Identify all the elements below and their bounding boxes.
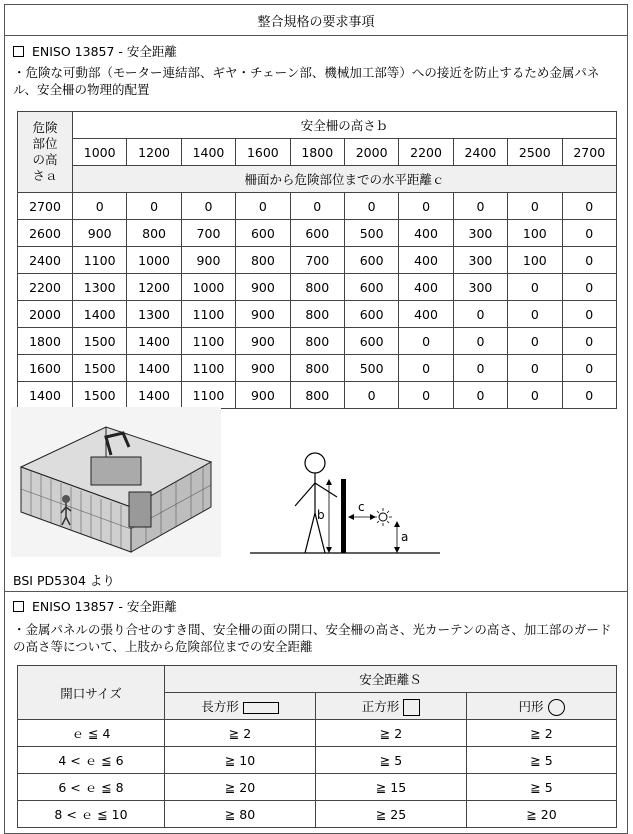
fence-height-cell: 1000 — [73, 139, 127, 166]
opening-size-cell: ｅ ≦ 4 — [18, 720, 165, 747]
distance-cell: 0 — [399, 355, 453, 382]
opening-rect-cell: ≧ 20 — [165, 774, 316, 801]
label-b: b — [317, 508, 325, 522]
hazard-height-cell: 1800 — [18, 328, 73, 355]
fence-height-cell: 1400 — [181, 139, 235, 166]
distance-cell: 0 — [562, 274, 616, 301]
distance-cell: 900 — [236, 274, 290, 301]
distance-cell: 800 — [236, 247, 290, 274]
safety-distance-label: 安全距離Ｓ — [165, 666, 617, 693]
opening-size-cell: 8 < ｅ ≦ 10 — [18, 801, 165, 828]
hazard-height-cell: 2400 — [18, 247, 73, 274]
fence-height-cell: 1800 — [290, 139, 344, 166]
distance-cell: 1100 — [181, 355, 235, 382]
distance-cell: 600 — [344, 328, 398, 355]
distance-cell: 0 — [508, 382, 562, 409]
fence-height-cell: 2200 — [399, 139, 453, 166]
distance-cell: 0 — [344, 382, 398, 409]
opening-square-cell: ≧ 2 — [316, 720, 467, 747]
distance-cell: 900 — [236, 328, 290, 355]
distance-cell: 1500 — [73, 328, 127, 355]
distance-cell: 600 — [236, 220, 290, 247]
distance-cell: 0 — [562, 328, 616, 355]
distance-cell: 400 — [399, 220, 453, 247]
distance-cell: 0 — [344, 193, 398, 220]
distance-cell: 1200 — [127, 274, 181, 301]
table-row — [18, 301, 617, 328]
fence-height-cell: 2500 — [508, 139, 562, 166]
distance-cell: 0 — [508, 355, 562, 382]
distance-cell: 0 — [562, 355, 616, 382]
distance-cell: 0 — [399, 193, 453, 220]
distance-cell: 1400 — [127, 355, 181, 382]
table-row — [18, 382, 617, 409]
distance-cell: 0 — [508, 193, 562, 220]
opening-rect-cell: ≧ 2 — [165, 720, 316, 747]
distance-cell: 600 — [344, 247, 398, 274]
distance-cell: 1100 — [181, 301, 235, 328]
opening-circle-cell: ≧ 5 — [467, 774, 617, 801]
distance-cell: 100 — [508, 220, 562, 247]
safety-fence-table — [17, 111, 617, 409]
distance-cell: 0 — [562, 247, 616, 274]
hazard-height-cell: 2200 — [18, 274, 73, 301]
opening-rect-cell: ≧ 10 — [165, 747, 316, 774]
fence-height-label: 安全柵の高さｂ — [73, 112, 617, 139]
rectangle-icon — [243, 702, 279, 714]
distance-cell: 0 — [73, 193, 127, 220]
distance-cell: 900 — [73, 220, 127, 247]
distance-cell: 1000 — [127, 247, 181, 274]
corner-label: 危険部位の高さａ — [18, 112, 73, 193]
distance-cell: 1500 — [73, 355, 127, 382]
section1-description: ・危険な可動部（モーター連結部、ギヤ・チェーン部、機械加工部等）への接近を防止するため金属パネル、安全柵の物理的配置 — [13, 65, 600, 97]
distance-cell: 500 — [344, 355, 398, 382]
col-circle: 円形 — [467, 693, 617, 720]
section2-description: ・金属パネルの張り合せのすき間、安全柵の面の開口、安全柵の高さ、光カーテンの高さ、加工部のガードの高さ等について、上肢から危険部位までの安全距離 — [13, 622, 612, 654]
distance-cell: 100 — [508, 247, 562, 274]
distance-cell: 300 — [453, 247, 507, 274]
distance-cell: 600 — [344, 301, 398, 328]
distance-cell: 1000 — [181, 274, 235, 301]
distance-cell: 0 — [181, 193, 235, 220]
distance-cell: 1400 — [73, 301, 127, 328]
opening-distance-table — [17, 665, 617, 828]
section-divider — [5, 591, 627, 592]
distance-cell: 0 — [453, 301, 507, 328]
distance-cell: 1100 — [181, 328, 235, 355]
table-row — [18, 801, 617, 828]
circle-icon — [548, 699, 565, 716]
distance-cell: 800 — [127, 220, 181, 247]
distance-cell: 1300 — [73, 274, 127, 301]
robot-cell-illustration — [11, 407, 221, 557]
distance-cell: 900 — [236, 382, 290, 409]
distance-cell: 500 — [344, 220, 398, 247]
opening-square-cell: ≧ 15 — [316, 774, 467, 801]
distance-cell: 0 — [290, 193, 344, 220]
distance-cell: 800 — [290, 301, 344, 328]
distance-cell: 1400 — [127, 328, 181, 355]
distance-cell: 700 — [181, 220, 235, 247]
distance-cell: 0 — [236, 193, 290, 220]
distance-cell: 0 — [127, 193, 181, 220]
table-row — [18, 247, 617, 274]
fence-heights-row — [18, 139, 617, 166]
section1-heading — [5, 40, 627, 62]
opening-square-cell: ≧ 5 — [316, 747, 467, 774]
section2-heading — [5, 595, 177, 617]
hazard-height-cell: 1600 — [18, 355, 73, 382]
fence-height-cell: 1600 — [236, 139, 290, 166]
col-rect: 長方形 — [165, 693, 316, 720]
distance-cell: 0 — [508, 328, 562, 355]
label-c: c — [358, 500, 365, 514]
distance-cell: 0 — [399, 328, 453, 355]
opening-size-cell: 4 < ｅ ≦ 6 — [18, 747, 165, 774]
distance-cell: 300 — [453, 274, 507, 301]
distance-cell: 600 — [344, 274, 398, 301]
table-row — [18, 193, 617, 220]
section2-heading-text: ENISO 13857 - 安全距離 — [32, 599, 177, 614]
distance-cell: 300 — [453, 220, 507, 247]
source-note: BSI PD5304 より — [13, 573, 115, 588]
distance-cell: 1300 — [127, 301, 181, 328]
table-row — [18, 220, 617, 247]
hazard-height-cell: 2000 — [18, 301, 73, 328]
table-row — [18, 355, 617, 382]
distance-cell: 800 — [290, 274, 344, 301]
distance-cell: 400 — [399, 247, 453, 274]
table-row — [18, 274, 617, 301]
distance-cell: 0 — [562, 382, 616, 409]
distance-cell: 800 — [290, 355, 344, 382]
distance-cell: 400 — [399, 274, 453, 301]
distance-cell: 0 — [399, 382, 453, 409]
distance-cell: 0 — [508, 301, 562, 328]
hazard-height-cell: 2600 — [18, 220, 73, 247]
table-row — [18, 328, 617, 355]
opening-square-cell: ≧ 25 — [316, 801, 467, 828]
checkbox-icon — [13, 601, 24, 612]
distance-cell: 600 — [290, 220, 344, 247]
hazard-height-cell: 2700 — [18, 193, 73, 220]
table-row — [18, 720, 617, 747]
distance-cell: 900 — [236, 301, 290, 328]
col-square: 正方形 — [316, 693, 467, 720]
opening-rect-cell: ≧ 80 — [165, 801, 316, 828]
fence-height-cell: 2700 — [562, 139, 616, 166]
distance-cell: 900 — [236, 355, 290, 382]
square-icon — [403, 699, 420, 716]
fence-height-cell: 2000 — [344, 139, 398, 166]
distance-cell: 1100 — [181, 382, 235, 409]
distance-cell: 900 — [181, 247, 235, 274]
section1-heading-text: ENISO 13857 - 安全距離 — [32, 44, 177, 59]
label-a: a — [401, 530, 409, 544]
distance-cell: 800 — [290, 382, 344, 409]
table-row — [18, 747, 617, 774]
distance-cell: 1400 — [127, 382, 181, 409]
opening-circle-cell: ≧ 5 — [467, 747, 617, 774]
distance-cell: 1500 — [73, 382, 127, 409]
distance-cell: 0 — [562, 220, 616, 247]
hazard-height-cell: 1400 — [18, 382, 73, 409]
distance-cell: 400 — [399, 301, 453, 328]
distance-cell: 0 — [562, 301, 616, 328]
page-title: 整合規格の要求事項 — [5, 5, 627, 36]
opening-size-label: 開口サイズ — [18, 666, 165, 720]
distance-cell: 700 — [290, 247, 344, 274]
opening-circle-cell: ≧ 20 — [467, 801, 617, 828]
distance-cell: 0 — [453, 382, 507, 409]
opening-size-cell: 6 < ｅ ≦ 8 — [18, 774, 165, 801]
distance-cell: 0 — [562, 193, 616, 220]
distance-cell: 800 — [290, 328, 344, 355]
distance-cell: 0 — [453, 193, 507, 220]
fence-height-cell: 1200 — [127, 139, 181, 166]
checkbox-icon — [13, 46, 24, 57]
distance-cell: 0 — [508, 274, 562, 301]
document-frame — [4, 4, 628, 834]
distance-cell: 1100 — [73, 247, 127, 274]
distance-label: 柵面から危険部位までの水平距離ｃ — [73, 166, 617, 193]
fence-height-cell: 2400 — [453, 139, 507, 166]
safety-distance-diagram — [245, 451, 445, 561]
opening-circle-cell: ≧ 2 — [467, 720, 617, 747]
distance-cell: 0 — [453, 355, 507, 382]
table-row — [18, 774, 617, 801]
distance-cell: 0 — [453, 328, 507, 355]
